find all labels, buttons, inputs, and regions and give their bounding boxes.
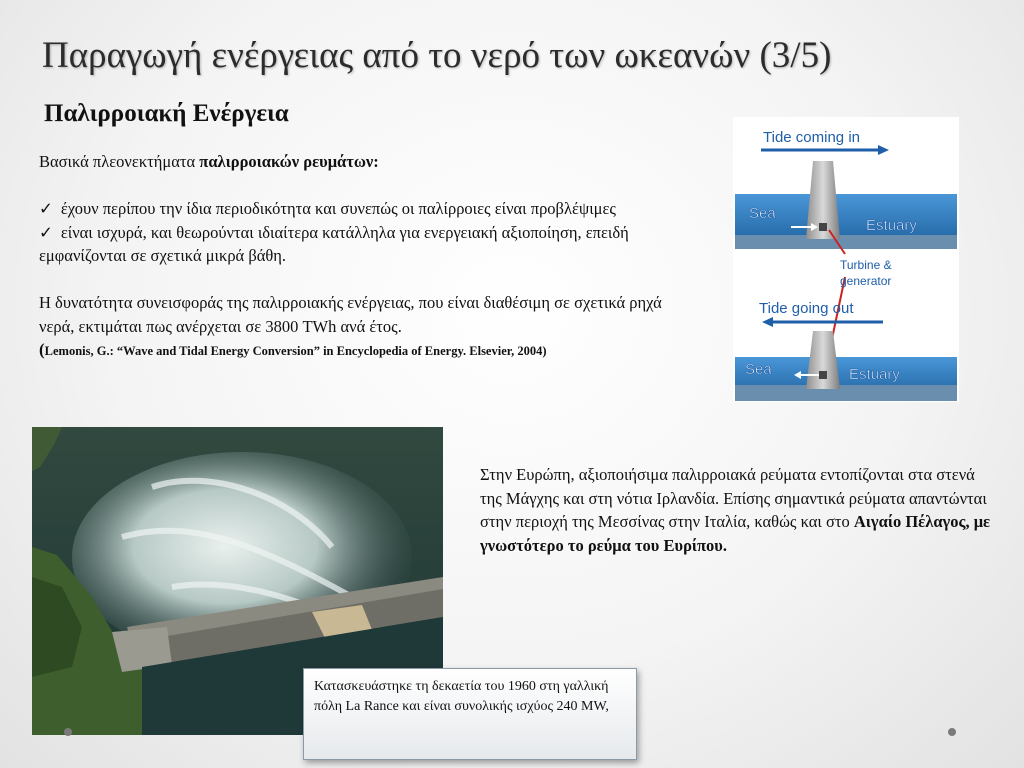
- main-text-block: [39, 150, 679, 364]
- estuary-label-top: Estuary: [866, 217, 917, 234]
- tide-out-arrowhead: [762, 317, 773, 327]
- advantages-intro-text: Βασικά πλεονεκτήματα: [39, 152, 200, 171]
- seabed-top: [735, 235, 957, 249]
- slide-title: Παραγωγή ενέργειας από το νερό των ωκεανών (3/5): [42, 35, 832, 76]
- bullet-strength-text: είναι ισχυρά, και θεωρούνται ιδιαίτερα κατάλληλα για ενεργειακή αξιοποίηση, επειδή εμφανίζονται σε σχετικά μικρά βάθη.: [39, 222, 629, 265]
- europe-currents-text: Στην Ευρώπη, αξιοποιήσιμα παλιρροιακά ρεύματα εντοπίζονται στα στενά της Μάγχης και στη νότια Ιρλανδία. Επίσης σημαντικά ρεύματα απαντώνται στην περιοχή της Μεσσίνας στην Ιταλία, καθώς και στο: [480, 465, 987, 531]
- bullet-periodicity-text: έχουν περίπου την ίδια περιοδικότητα και συνεπώς οι παλίρροιες είναι προβλέψιμες: [60, 199, 616, 218]
- europe-currents-paragraph: [480, 463, 1000, 557]
- reference-paren: (: [39, 340, 45, 359]
- tide-in-arrowhead: [878, 145, 889, 155]
- bullet-periodicity: [39, 197, 679, 221]
- reference-line: [39, 338, 679, 364]
- comma-bold: ,: [965, 512, 974, 531]
- seabed-bottom: [735, 385, 957, 401]
- turbine-top: [819, 223, 827, 231]
- tide-coming-in-label: Tide coming in: [763, 129, 860, 146]
- bullet-strength: [39, 221, 679, 268]
- photo-caption: Κατασκευάστηκε τη δεκαετία του 1960 στη γαλλική πόλη La Rance και είναι συνολικής ισχύος 240 MW,: [303, 668, 637, 760]
- advantages-intro-bold: παλιρροιακών ρευμάτων:: [199, 152, 379, 171]
- advantages-intro: [39, 150, 679, 174]
- aegean-sea-bold: Αιγαίο Πέλαγος: [853, 512, 966, 531]
- tidal-barrage-diagram: [733, 117, 959, 402]
- decorative-dot-right: [948, 728, 956, 736]
- turbine-label-line2: generator: [840, 274, 892, 288]
- reference-text: Lemonis, G.: “Wave and Tidal Energy Conversion” in Encyclopedia of Energy. Elsevier, 2004): [44, 344, 547, 358]
- checkmark-icon: ✓: [39, 199, 53, 218]
- barrage-bottom: [806, 331, 840, 389]
- turbine-bottom: [819, 371, 827, 379]
- estuary-label-bottom: Estuary: [849, 366, 900, 383]
- potential-paragraph: Η δυνατότητα συνεισφοράς της παλιρροιακής ενέργειας, που είναι διαθέσιμη σε σχετικά ρηχά νερά, εκτιμάται πως ανέρχεται σε 3800 TWh ανά έτος.: [39, 293, 662, 336]
- slide-subtitle: Παλιρροιακή Ενέργεια: [44, 100, 289, 127]
- checkmark-icon: ✓: [39, 222, 53, 242]
- sea-label-top: Sea: [749, 205, 776, 222]
- turbine-label-line1: Turbine &: [840, 258, 892, 272]
- euripus-current-bold: με γνωστότερο το ρεύμα του Ευρίπου.: [480, 512, 991, 555]
- decorative-dot-left: [64, 728, 72, 736]
- sea-label-bottom: Sea: [745, 361, 772, 378]
- tide-going-out-label: Tide going out: [759, 300, 854, 317]
